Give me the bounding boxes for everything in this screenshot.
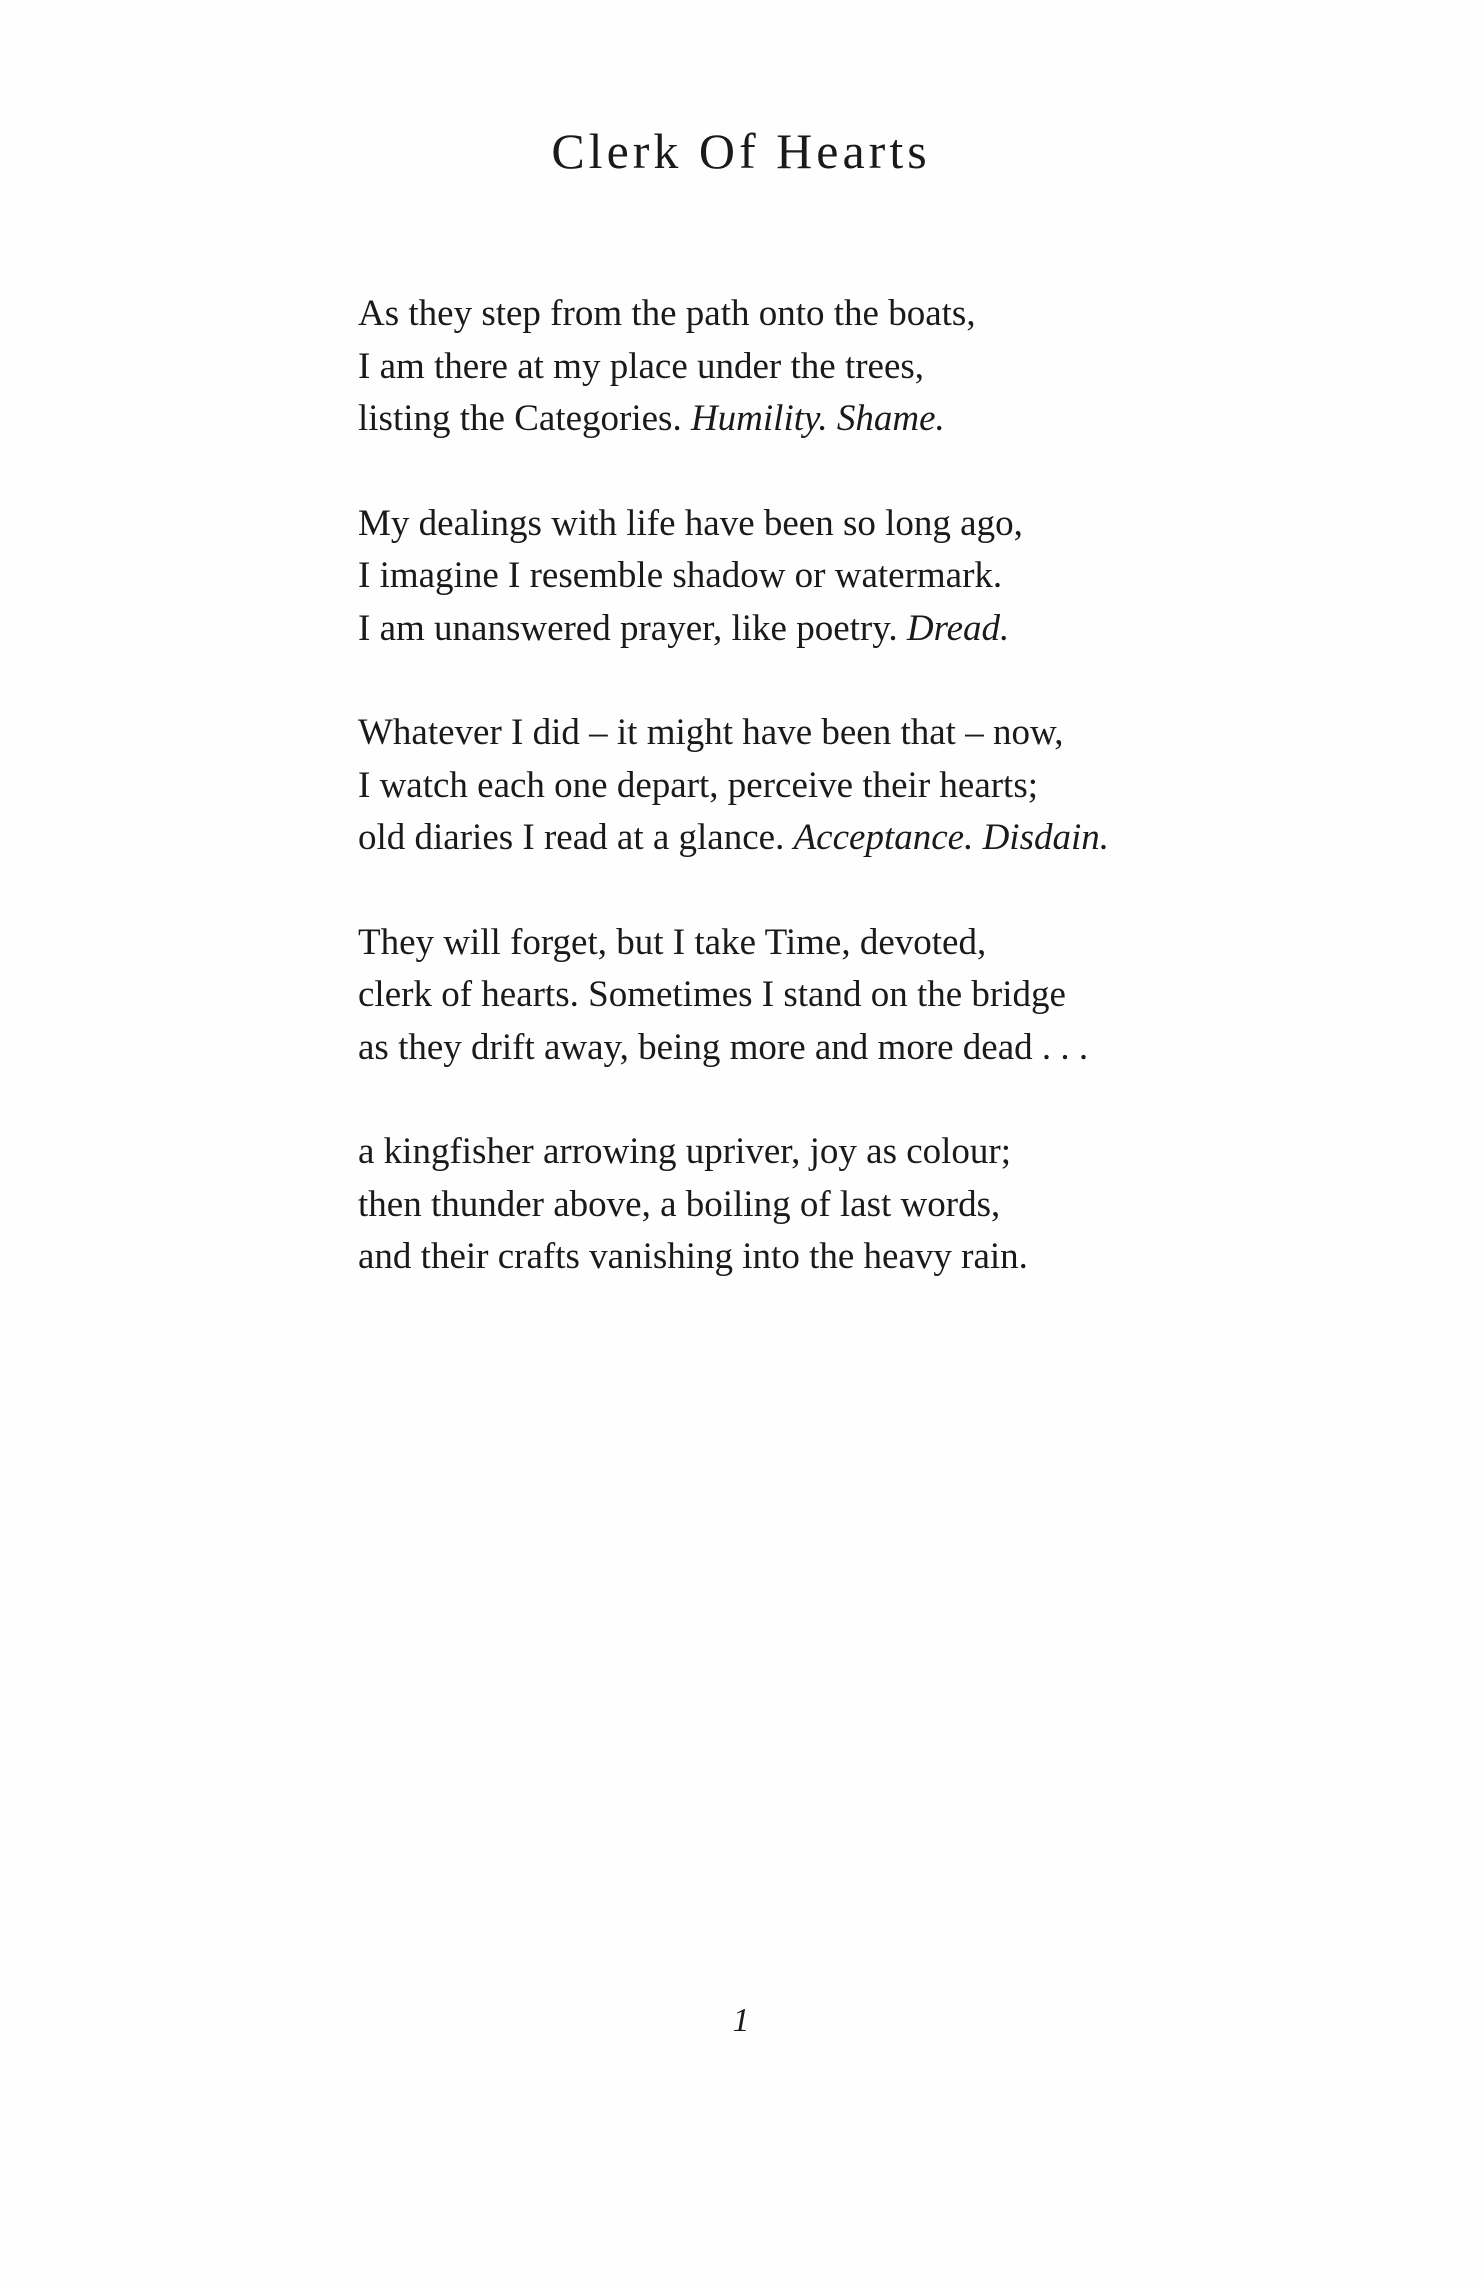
poem-line: clerk of hearts. Sometimes I stand on the bridge [358,974,1066,1015]
poem-title: Clerk Of Hearts [551,123,931,179]
poem-line: listing the Categories. Humility. Shame. [358,398,945,439]
poem-line: I imagine I resemble shadow or watermark. [358,555,1003,596]
stanza-5 [358,1126,1358,1284]
poem-line: They will forget, but I take Time, devoted, [358,921,987,963]
stanza-4 [358,917,1358,1075]
poem-line: old diaries I read at a glance. Acceptance. Disdain. [358,817,1109,858]
stanza-2 [358,498,1358,656]
poem-line: I watch each one depart, perceive their hearts; [358,764,1039,806]
poem-line: as they drift away, being more and more dead . . . [358,1026,1089,1068]
poem-line: and their crafts vanishing into the heavy rain. [358,1236,1028,1277]
page-number: 1 [732,2002,750,2039]
stanza-1 [358,288,1358,446]
poem-line: a kingfisher arrowing upriver, joy as colour; [358,1131,1012,1172]
poem-line: My dealings with life have been so long ago, [358,502,1023,544]
poem-line: As they step from the path onto the boats, [358,293,976,334]
poem-line: Whatever I did – it might have been that – now, [358,712,1064,753]
stanza-3 [358,707,1358,865]
poem-body [358,288,1358,1336]
poem-line: I am unanswered prayer, like poetry. Dread. [358,607,1010,649]
poem-line: then thunder above, a boiling of last words, [358,1183,1001,1225]
poem-line: I am there at my place under the trees, [358,345,925,387]
